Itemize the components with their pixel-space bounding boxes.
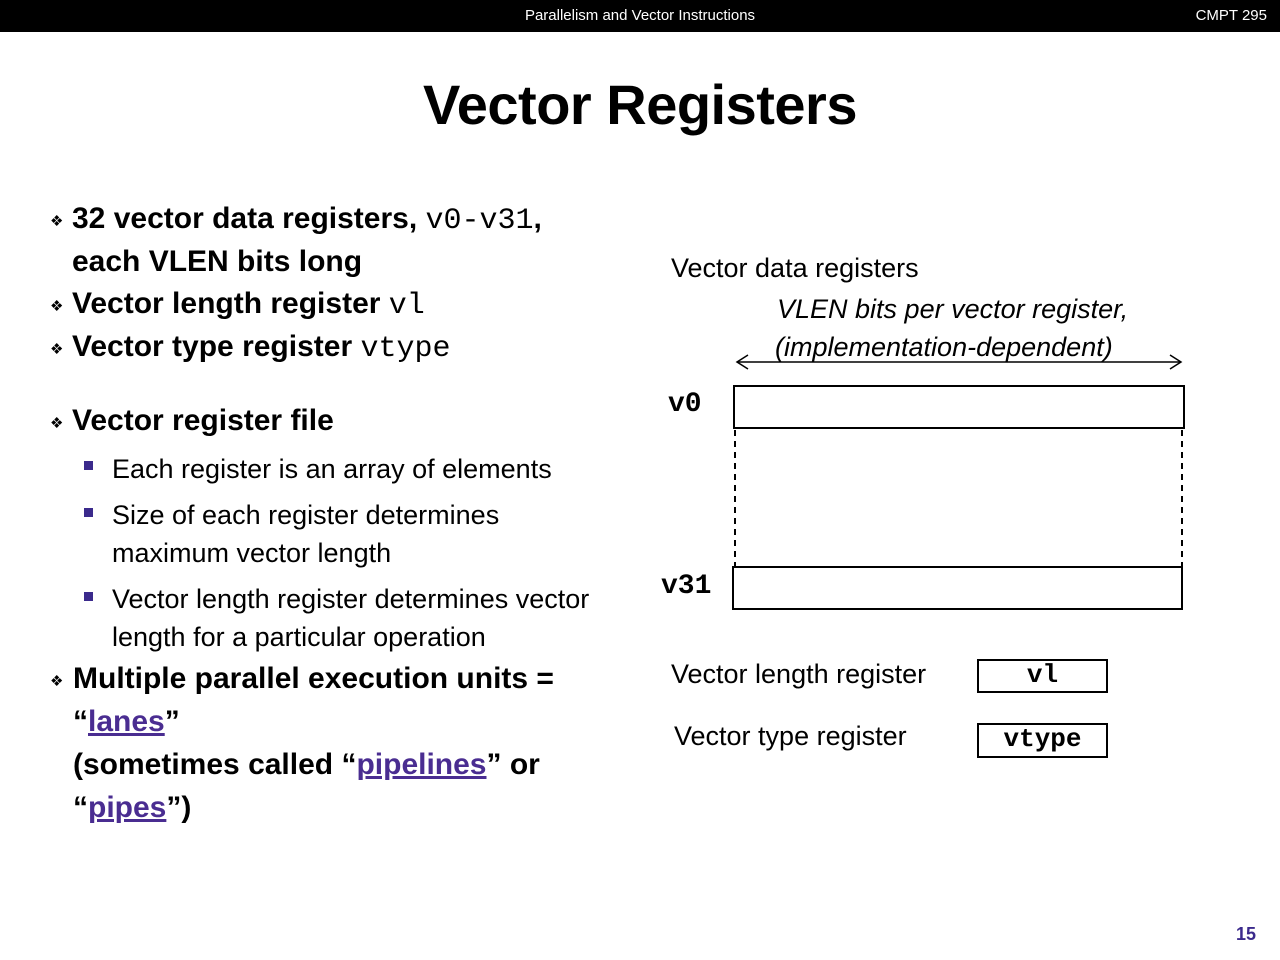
page-number: 15: [1235, 924, 1256, 944]
diamond-bullet-icon: ❖: [50, 415, 64, 432]
pipelines-link[interactable]: pipelines: [356, 748, 487, 781]
register-v0-box: [733, 385, 1185, 429]
code-vl: vl: [388, 289, 425, 323]
bullet-parallel-units-line3: (sometimes called “pipelines” or: [73, 748, 540, 781]
vector-data-registers-label: Vector data registers: [671, 253, 919, 283]
vl-register-box: vl: [977, 659, 1108, 693]
bullet-vector-data-registers: 32 vector data registers, v0-v31,: [72, 202, 542, 238]
register-v31-box: [732, 566, 1183, 610]
bullet-vector-type-register: Vector type register vtype: [72, 330, 451, 366]
register-v31-label: v31: [661, 571, 712, 602]
vlen-caption-line1: VLEN bits per vector register,: [777, 294, 1129, 324]
lanes-link[interactable]: lanes: [88, 705, 165, 738]
diamond-bullet-icon: ❖: [50, 298, 64, 315]
width-arrow: [737, 355, 1181, 369]
code-vtype: vtype: [360, 332, 451, 366]
bullet-parallel-units-line2: “lanes”: [73, 705, 180, 738]
slide-title: Vector Registers: [423, 73, 857, 136]
bullet-parallel-units: Multiple parallel execution units =: [73, 662, 554, 695]
bullet-parallel-units-line4: “pipes”): [73, 791, 192, 824]
register-v0-label: v0: [668, 389, 702, 420]
sub-bullet-vl-determines-line2: length for a particular operation: [112, 622, 486, 652]
vector-type-register-label: Vector type register: [674, 721, 907, 751]
code-v0-v31: v0-v31: [425, 204, 534, 238]
course-code: CMPT 295: [1195, 7, 1267, 24]
bullet-vector-data-registers-line2: each VLEN bits long: [72, 245, 363, 278]
bullet-vector-register-file: Vector register file: [72, 404, 334, 437]
sub-bullet-size: Size of each register determines: [112, 500, 500, 530]
diamond-bullet-icon: ❖: [50, 673, 64, 690]
diamond-bullet-icon: ❖: [50, 213, 64, 230]
sub-bullet-array: Each register is an array of elements: [112, 454, 552, 484]
course-title: Parallelism and Vector Instructions: [524, 7, 756, 24]
vtype-register-box: vtype: [977, 723, 1108, 758]
vlen-caption-line2: (implementation-dependent): [775, 332, 1113, 362]
dashed-connectors: [735, 430, 1182, 566]
pipes-link[interactable]: pipes: [88, 791, 167, 824]
sub-bullet-size-line2: maximum vector length: [112, 538, 392, 568]
diamond-bullet-icon: ❖: [50, 341, 64, 358]
sub-bullet-vl-determines: Vector length register determines vector: [112, 584, 590, 614]
vector-length-register-label: Vector length register: [671, 659, 927, 689]
bullet-vector-length-register: Vector length register vl: [72, 287, 425, 323]
